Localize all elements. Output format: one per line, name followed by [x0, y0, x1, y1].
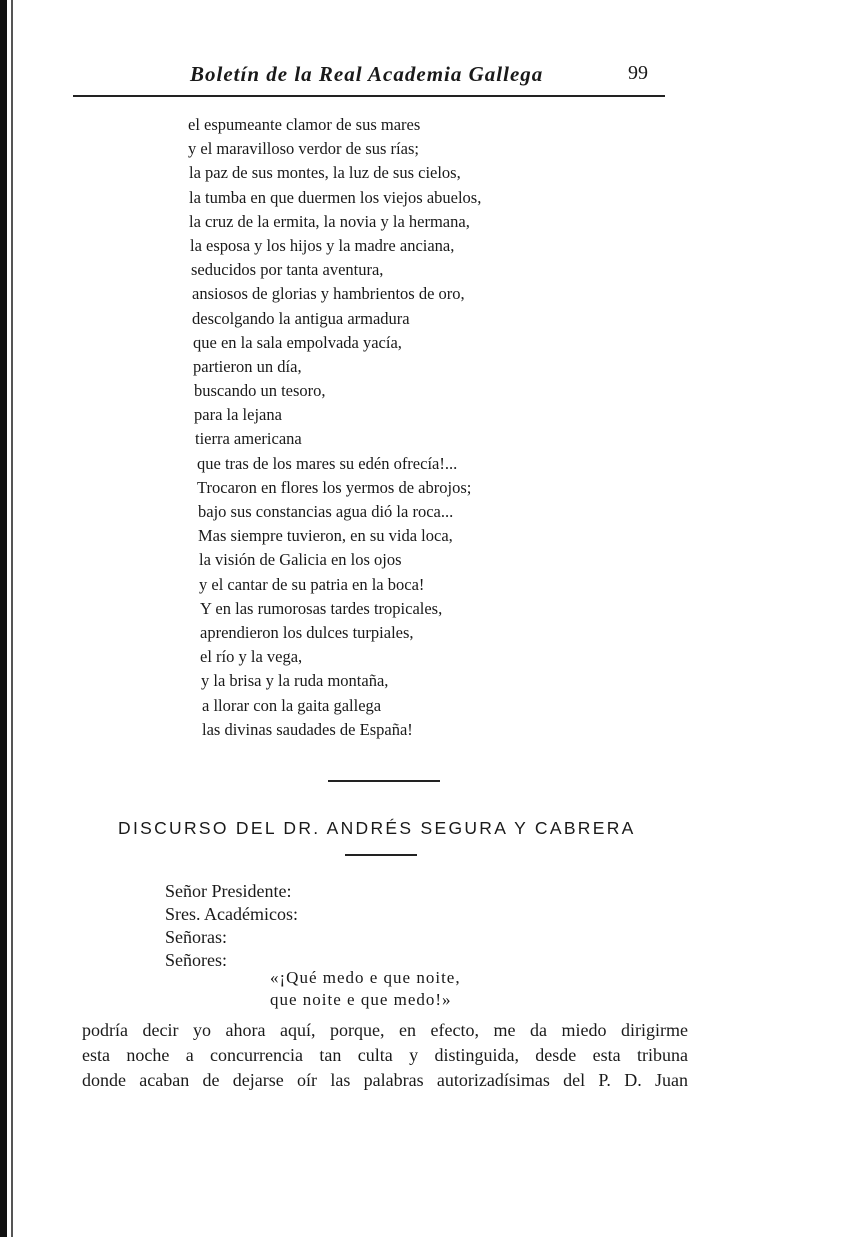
- poem-line: aprendieron los dulces turpiales,: [200, 622, 414, 642]
- paragraph-line: donde acaban de dejarse oír las palabras autorizadísimas del P. D. Juan: [82, 1070, 688, 1090]
- poem-block: [188, 113, 618, 742]
- poem-line: Mas siempre tuvieron, en su vida loca,: [198, 526, 453, 546]
- poem-line: y el cantar de su patria en la boca!: [199, 574, 425, 594]
- poem-line: y la brisa y la ruda montaña,: [201, 671, 389, 691]
- section-title: DISCURSO DEL DR. ANDRÉS SEGURA Y CABRERA: [118, 818, 636, 838]
- quote-line: que noite e que medo!»: [270, 990, 452, 1009]
- binding-shadow: [11, 0, 13, 1237]
- poem-line: el río y la vega,: [200, 647, 303, 667]
- paragraph-line: esta noche a concurrencia tan culta y distinguida, desde esta tribuna: [82, 1045, 688, 1065]
- poem-line: partieron un día,: [193, 356, 302, 376]
- section-divider: [328, 780, 440, 782]
- poem-line: la cruz de la ermita, la novia y la hermana,: [189, 211, 470, 231]
- poem-line: descolgando la antigua armadura: [192, 308, 410, 328]
- poem-line: la visión de Galicia en los ojos: [199, 550, 402, 570]
- salutation-line: Señor Presidente:: [165, 881, 292, 901]
- binding-edge: [0, 0, 7, 1237]
- title-underline: [345, 854, 417, 856]
- poem-line: tierra americana: [195, 429, 302, 449]
- poem-line: y el maravilloso verdor de sus rías;: [188, 139, 419, 159]
- poem-line: Y en las rumorosas tardes tropicales,: [200, 598, 443, 618]
- salutation-block: [165, 880, 298, 972]
- poem-line: la esposa y los hijos y la madre anciana,: [190, 235, 455, 255]
- header-rule: [73, 95, 665, 97]
- poem-line: que tras de los mares su edén ofrecía!...: [197, 453, 458, 473]
- poem-line: para la lejana: [194, 405, 282, 425]
- running-header: [190, 62, 660, 88]
- epigraph-quote: [270, 967, 461, 1011]
- journal-title: Boletín de la Real Academia Gallega: [190, 62, 544, 86]
- poem-line: el espumeante clamor de sus mares: [188, 115, 421, 134]
- poem-line: ansiosos de glorias y hambrientos de oro,: [192, 284, 465, 304]
- salutation-line: Sres. Académicos:: [165, 904, 298, 924]
- poem-line: buscando un tesoro,: [194, 381, 326, 401]
- poem-line: Trocaron en flores los yermos de abrojos;: [197, 477, 472, 497]
- page-number: 99: [628, 62, 648, 84]
- poem-line: la paz de sus montes, la luz de sus cielos,: [189, 163, 461, 183]
- poem-line: las divinas saudades de España!: [202, 719, 413, 739]
- quote-line: «¡Qué medo e que noite,: [270, 968, 461, 987]
- poem-line: a llorar con la gaita gallega: [202, 695, 382, 715]
- poem-line: seducidos por tanta aventura,: [191, 260, 384, 280]
- poem-line: bajo sus constancias agua dió la roca...: [198, 502, 454, 521]
- poem-line: que en la sala empolvada yacía,: [193, 332, 402, 352]
- paragraph-line: podría decir yo ahora aquí, porque, en efecto, me da miedo dirigirme: [82, 1020, 688, 1040]
- salutation-line: Señores:: [165, 950, 227, 970]
- body-paragraph: [82, 1018, 688, 1093]
- salutation-line: Señoras:: [165, 927, 227, 947]
- poem-line: la tumba en que duermen los viejos abuelos,: [189, 187, 482, 207]
